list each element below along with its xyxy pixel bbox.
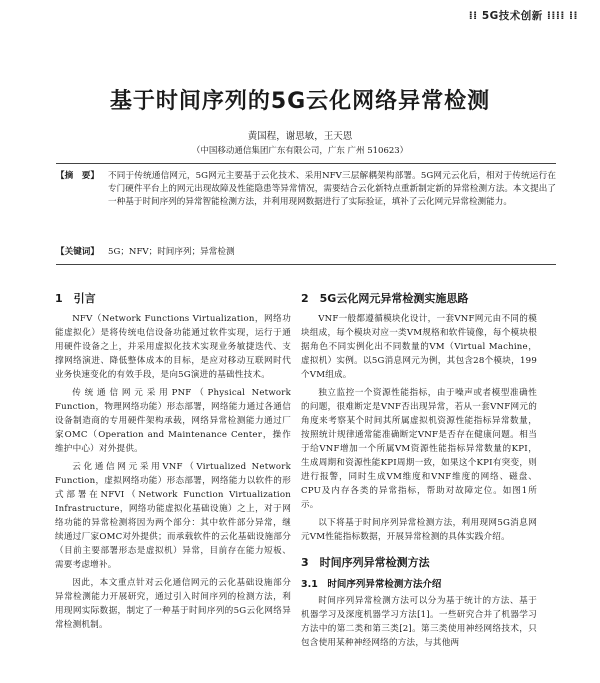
section-2-title: 2 5G云化网元异常检测实施思路 <box>301 292 469 305</box>
left-column <box>55 290 291 636</box>
paragraph: NFV（Network Functions Virtualization，网络功能虚拟化）是将传统电信设备功能通过软件实现，运行于通用硬件设备之上，并采用虚拟化技术实现业务敏捷迭代、支撑网络演进、降低整体成本的目标，是应对移动互联网时代业务快速变化的有效手段，是向5G演进的基础性技术。 <box>55 314 291 380</box>
paragraph: 因此，本文重点针对云化通信网元的云化基础设施部分异常检测能力开展研究，通过引入时间序列的检测方法，利用现网实际数据，制定了一种基于时间序列的5G云化网络异常检测机制。 <box>55 578 291 630</box>
keywords <box>56 246 556 260</box>
paragraph: 云化通信网元采用VNF（Virtualized Network Function，虚拟网络功能）形态部署，网络能力以软件的形式部署在NFVI（Network Function Virtualization Infrastructure，网络功能虚拟化基础设施）之上，对于网络功能的异常检测将因为两个部分：其中软件部分异常，继续通过厂家OMC对外提供；而承载软件的云化基础设施部分（目前主要部署形态是虚拟机）异常，目前存在能力短板、需要考虑增补。 <box>55 462 291 570</box>
keywords-label: 【关键词】 <box>56 247 99 257</box>
paper-affiliation: （中国移动通信集团广东有限公司，广东 广州 510623） <box>191 146 409 156</box>
abstract-label: 【摘 要】 <box>56 171 99 181</box>
right-column <box>301 290 537 654</box>
bottom-divider <box>56 264 556 265</box>
abstract-text: 不同于传统通信网元，5G网元主要基于云化技术、采用NFV三层解耦架构部署。5G网元云化后，相对于传统运行在专门硬件平台上的网元出现故障及性能隐患等异常情况，需要结合云化新特点重新制定新的异常检测方法。本文提出了一种基于时间序列的异常智能检测方法，并利用现网数据进行了实际验证，填补了云化网元异常检测能力。 <box>108 171 556 207</box>
abstract <box>56 170 556 242</box>
paragraph: 以下将基于时间序列异常检测方法，利用现网5G消息网元VM性能指标数据，开展异常检测的具体实践介绍。 <box>301 518 537 542</box>
section-1-title: 1 引言 <box>55 292 96 305</box>
paragraph: 传统通信网元采用PNF（Physical Network Function，物理网络功能）形态部署，网络能力通过各通信设备制造商的专用硬件架构承载，网络异常检测能力通过厂家OMC（Operation and Maintenance Center，操作维护中心）对外提供。 <box>55 388 291 454</box>
paragraph: 时间序列异常检测方法可以分为基于统计的方法、基于机器学习及深度机器学习方法[1]。一些研究合并了机器学习方法中的第二类和第三类[2]。第三类使用神经网络技术，只包含使用某种神经网络的方法，与其他两 <box>301 596 537 648</box>
section-header-tag: ⁞⁞ 5G技术创新 ⁞⁞⁞⁞ ⁞⁞ <box>468 10 578 22</box>
section-3-title: 3 时间序列异常检测方法 <box>301 556 430 569</box>
paper-title: 基于时间序列的5G云化网络异常检测 <box>109 89 491 114</box>
keywords-text: 5G；NFV；时间序列；异常检测 <box>108 247 235 257</box>
top-divider <box>56 163 556 164</box>
paper-authors: 黄国程，谢思敏，王天恩 <box>247 131 353 142</box>
paragraph: VNF一般都遵循模块化设计，一套VNF网元由不同的模块组成，每个模块对应一类VM规格和软件镜像，每个模块根据角色不同实例化出不同数量的VM（Virtual Machine，虚拟机）实例。以5G消息网元为例，其包含28个模块，199个VM组成。 <box>301 314 537 380</box>
paragraph: 独立监控一个资源性能指标，由于噪声或者模型准确性的问题，很难断定是VNF否出现异常，若从一套VNF网元的角度来考察某个时间其所属虚拟机资源性能指标异常数量，按照统计规律通常能准确断定VNF是否存在健康问题。相当于给VNF增加一个所属VM资源性能指标异常数量的KPI，生成周期和资源性能KPI周期一致，如果这个KPI有突变，则进行报警，同时生成VM维度和VNF维度的网络、磁盘、CPU及内存各类的异常指标，帮助对故障定位。如图1所示。 <box>301 388 537 510</box>
subsection-3-1-title: 3.1 时间序列异常检测方法介绍 <box>301 579 442 590</box>
